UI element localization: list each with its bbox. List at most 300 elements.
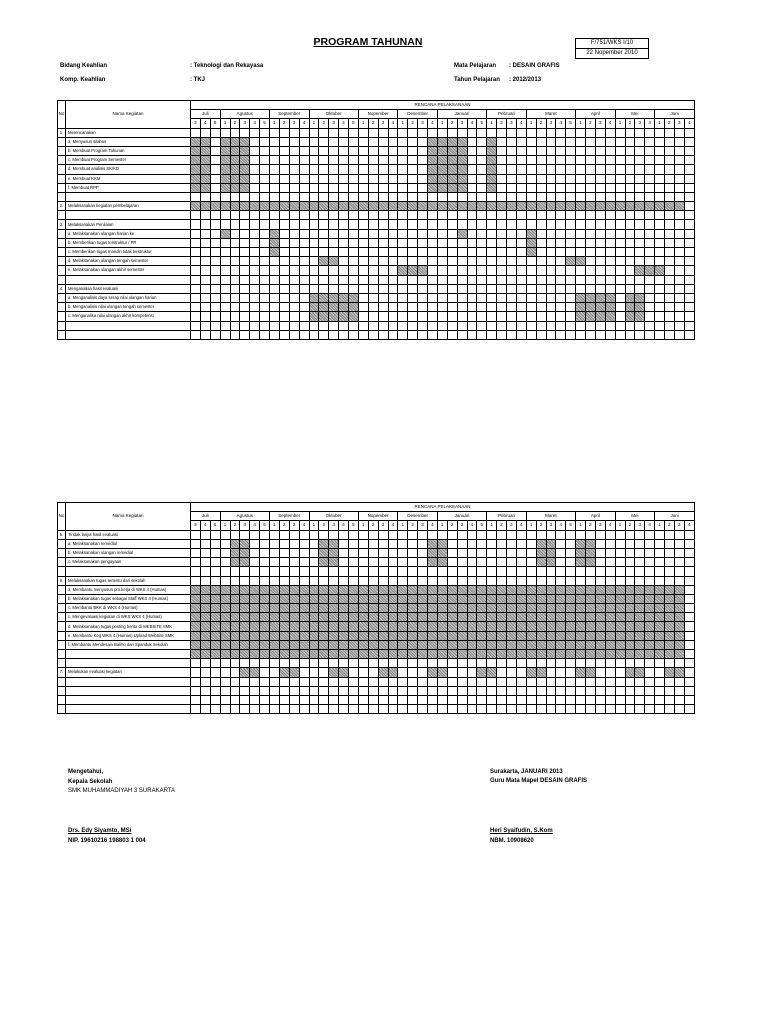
schedule-cell-filled: [270, 585, 280, 594]
schedule-cell-filled: [477, 585, 487, 594]
schedule-cell: [615, 293, 625, 302]
schedule-cell-filled: [358, 650, 368, 659]
schedule-cell: [408, 146, 418, 155]
schedule-cell: [526, 174, 536, 183]
activity-label: c. Membuat Program Semester: [66, 156, 191, 165]
schedule-cell-filled: [260, 640, 270, 649]
schedule-cell-filled: [299, 585, 309, 594]
schedule-cell: [526, 558, 536, 567]
schedule-cell-filled: [240, 146, 250, 155]
schedule-cell: [566, 293, 576, 302]
schedule-cell-filled: [586, 622, 596, 631]
schedule-cell: [684, 248, 694, 257]
schedule-cell: [655, 695, 665, 704]
week-header: 3: [507, 119, 517, 128]
schedule-cell: [329, 284, 339, 293]
schedule-cell-filled: [507, 585, 517, 594]
schedule-cell: [684, 220, 694, 229]
schedule-cell: [497, 321, 507, 330]
table-row: [58, 229, 695, 238]
schedule-cell: [388, 183, 398, 192]
schedule-cell-filled: [635, 622, 645, 631]
schedule-cell: [615, 266, 625, 275]
schedule-cell: [378, 183, 388, 192]
schedule-cell-filled: [250, 613, 260, 622]
schedule-cell: [289, 183, 299, 192]
schedule-cell: [240, 284, 250, 293]
schedule-cell-filled: [378, 668, 388, 677]
schedule-cell-filled: [447, 631, 457, 640]
schedule-cell-filled: [536, 631, 546, 640]
schedule-cell: [270, 165, 280, 174]
schedule-cell: [516, 312, 526, 321]
schedule-cell-filled: [398, 266, 408, 275]
schedule-cell: [240, 293, 250, 302]
activity-label: b. Membuat Program Tahunan: [66, 146, 191, 155]
schedule-cell-filled: [516, 202, 526, 211]
schedule-cell: [260, 677, 270, 686]
schedule-cell: [279, 293, 289, 302]
schedule-cell-filled: [507, 640, 517, 649]
schedule-cell: [349, 128, 359, 137]
schedule-cell: [615, 165, 625, 174]
schedule-cell: [437, 576, 447, 585]
schedule-cell: [625, 567, 635, 576]
schedule-cell-filled: [428, 650, 438, 659]
schedule-cell-filled: [457, 585, 467, 594]
schedule-cell-filled: [507, 594, 517, 603]
schedule-cell: [191, 321, 201, 330]
schedule-cell: [260, 548, 270, 557]
schedule-cell: [358, 576, 368, 585]
schedule-cell: [388, 211, 398, 220]
schedule-cell-filled: [615, 594, 625, 603]
schedule-cell: [408, 192, 418, 201]
schedule-cell: [487, 539, 497, 548]
activity-label: f. Membuat RPP: [66, 183, 191, 192]
schedule-cell-filled: [191, 165, 201, 174]
schedule-cell: [576, 146, 586, 155]
schedule-cell: [358, 284, 368, 293]
schedule-cell: [339, 257, 349, 266]
schedule-cell: [368, 137, 378, 146]
schedule-cell: [674, 211, 684, 220]
schedule-cell-filled: [398, 613, 408, 622]
schedule-cell: [665, 248, 675, 257]
schedule-cell: [546, 659, 556, 668]
schedule-cell: [418, 686, 428, 695]
schedule-cell: [428, 238, 438, 247]
row-number: [58, 585, 66, 594]
schedule-cell-filled: [487, 613, 497, 622]
schedule-cell: [279, 174, 289, 183]
schedule-cell: [428, 530, 438, 539]
schedule-cell: [516, 530, 526, 539]
schedule-cell: [645, 576, 655, 585]
schedule-cell: [615, 183, 625, 192]
schedule-cell: [418, 539, 428, 548]
schedule-cell: [349, 567, 359, 576]
schedule-cell-filled: [200, 631, 210, 640]
schedule-cell: [487, 248, 497, 257]
schedule-cell: [368, 686, 378, 695]
schedule-cell: [378, 659, 388, 668]
schedule-cell-filled: [635, 293, 645, 302]
schedule-cell: [250, 238, 260, 247]
schedule-cell-filled: [625, 604, 635, 613]
schedule-cell-filled: [270, 650, 280, 659]
schedule-cell: [378, 530, 388, 539]
schedule-cell: [388, 137, 398, 146]
week-header: 2: [536, 521, 546, 530]
schedule-cell: [368, 183, 378, 192]
schedule-cell: [230, 312, 240, 321]
activity-label: b. Menganalisis nilai ulangan tengah semester: [66, 303, 191, 312]
schedule-cell: [605, 548, 615, 557]
schedule-cell: [665, 183, 675, 192]
table-row: [58, 266, 695, 275]
schedule-cell: [665, 530, 675, 539]
schedule-cell: [230, 576, 240, 585]
activity-label: Melakukan evaluasi kegiatan: [66, 668, 191, 677]
week-header: 4: [556, 521, 566, 530]
schedule-cell: [299, 229, 309, 238]
schedule-cell: [457, 321, 467, 330]
schedule-cell: [674, 695, 684, 704]
schedule-cell-filled: [408, 650, 418, 659]
schedule-cell: [635, 229, 645, 238]
schedule-cell-filled: [240, 548, 250, 557]
schedule-cell: [595, 576, 605, 585]
schedule-cell: [447, 558, 457, 567]
month-header: Januari: [437, 110, 486, 119]
schedule-cell: [240, 677, 250, 686]
schedule-cell-filled: [388, 594, 398, 603]
schedule-cell: [319, 567, 329, 576]
schedule-cell: [536, 248, 546, 257]
schedule-cell: [200, 312, 210, 321]
activity-label: [66, 705, 191, 714]
schedule-cell: [358, 192, 368, 201]
schedule-cell: [595, 668, 605, 677]
schedule-cell-filled: [447, 202, 457, 211]
schedule-cell-filled: [566, 585, 576, 594]
schedule-cell: [625, 174, 635, 183]
schedule-cell-filled: [260, 622, 270, 631]
schedule-cell: [279, 303, 289, 312]
header-row: [58, 503, 695, 512]
schedule-cell: [516, 705, 526, 714]
schedule-cell: [299, 146, 309, 155]
schedule-cell-filled: [665, 640, 675, 649]
schedule-cell-filled: [437, 631, 447, 640]
schedule-cell: [230, 266, 240, 275]
schedule-cell-filled: [546, 640, 556, 649]
schedule-cell: [665, 128, 675, 137]
schedule-cell: [605, 238, 615, 247]
schedule-cell: [477, 530, 487, 539]
row-number: [58, 622, 66, 631]
schedule-cell: [388, 686, 398, 695]
schedule-cell: [398, 257, 408, 266]
schedule-cell: [250, 567, 260, 576]
week-header: 4: [428, 521, 438, 530]
schedule-cell: [507, 705, 517, 714]
schedule-cell-filled: [536, 622, 546, 631]
schedule-cell: [270, 330, 280, 339]
schedule-cell: [230, 275, 240, 284]
schedule-cell: [250, 539, 260, 548]
schedule-cell: [418, 220, 428, 229]
schedule-cell-filled: [595, 622, 605, 631]
schedule-cell-filled: [437, 558, 447, 567]
schedule-cell-filled: [576, 585, 586, 594]
week-header: 1: [220, 521, 230, 530]
schedule-cell: [260, 284, 270, 293]
schedule-cell-filled: [220, 631, 230, 640]
schedule-cell: [398, 539, 408, 548]
schedule-cell: [210, 576, 220, 585]
schedule-cell-filled: [665, 594, 675, 603]
month-header: Mei: [615, 110, 655, 119]
schedule-cell: [428, 293, 438, 302]
schedule-cell-filled: [339, 202, 349, 211]
schedule-cell: [556, 266, 566, 275]
schedule-cell-filled: [576, 668, 586, 677]
schedule-cell: [467, 530, 477, 539]
schedule-cell: [467, 303, 477, 312]
form-date: 22 Nopember 2010: [586, 50, 638, 56]
activity-label: b. Memberikan tugas terstruktur / PR: [66, 238, 191, 247]
schedule-cell: [191, 558, 201, 567]
schedule-cell: [684, 275, 694, 284]
schedule-cell: [457, 312, 467, 321]
schedule-cell: [655, 211, 665, 220]
schedule-cell: [398, 567, 408, 576]
schedule-cell-filled: [230, 137, 240, 146]
schedule-cell-filled: [329, 650, 339, 659]
schedule-cell: [339, 548, 349, 557]
schedule-cell-filled: [635, 303, 645, 312]
schedule-cell: [309, 330, 319, 339]
schedule-cell: [477, 174, 487, 183]
schedule-cell: [349, 238, 359, 247]
schedule-cell: [625, 220, 635, 229]
schedule-cell: [368, 220, 378, 229]
schedule-cell: [507, 229, 517, 238]
schedule-cell: [546, 174, 556, 183]
schedule-cell: [378, 548, 388, 557]
schedule-cell: [428, 330, 438, 339]
schedule-cell: [546, 303, 556, 312]
schedule-cell: [516, 146, 526, 155]
schedule-cell: [329, 220, 339, 229]
schedule-cell: [299, 548, 309, 557]
schedule-cell: [556, 668, 566, 677]
schedule-cell: [388, 321, 398, 330]
schedule-cell: [457, 238, 467, 247]
schedule-cell: [556, 284, 566, 293]
activity-label: c. Memberikan tugas mandiri tidak terstruktur: [66, 248, 191, 257]
schedule-cell: [516, 266, 526, 275]
schedule-cell: [546, 330, 556, 339]
schedule-cell: [418, 156, 428, 165]
activity-label: [66, 659, 191, 668]
schedule-cell-filled: [447, 137, 457, 146]
schedule-cell: [546, 705, 556, 714]
schedule-cell-filled: [428, 631, 438, 640]
schedule-cell: [200, 238, 210, 247]
schedule-cell-filled: [279, 631, 289, 640]
schedule-cell: [309, 275, 319, 284]
schedule-cell: [536, 659, 546, 668]
schedule-cell: [487, 293, 497, 302]
schedule-cell: [250, 321, 260, 330]
schedule-cell: [576, 275, 586, 284]
schedule-cell: [684, 293, 694, 302]
schedule-cell: [566, 659, 576, 668]
schedule-cell: [447, 192, 457, 201]
schedule-cell: [200, 548, 210, 557]
activity-label: c. Membantu BKK di WKS 4 (Humas): [66, 604, 191, 613]
schedule-cell: [665, 303, 675, 312]
schedule-cell-filled: [526, 622, 536, 631]
schedule-cell-filled: [497, 650, 507, 659]
schedule-cell: [309, 705, 319, 714]
schedule-cell-filled: [230, 594, 240, 603]
schedule-cell-filled: [586, 668, 596, 677]
schedule-cell-filled: [200, 165, 210, 174]
schedule-cell: [615, 705, 625, 714]
schedule-cell: [260, 192, 270, 201]
schedule-cell-filled: [349, 631, 359, 640]
schedule-cell: [586, 192, 596, 201]
row-number: [58, 594, 66, 603]
schedule-cell: [270, 539, 280, 548]
schedule-cell: [615, 567, 625, 576]
schedule-cell-filled: [428, 585, 438, 594]
schedule-cell: [319, 229, 329, 238]
schedule-cell-filled: [437, 604, 447, 613]
schedule-cell: [447, 248, 457, 257]
schedule-cell-filled: [605, 202, 615, 211]
schedule-cell-filled: [595, 604, 605, 613]
schedule-cell: [299, 321, 309, 330]
schedule-cell: [418, 238, 428, 247]
schedule-cell: [516, 165, 526, 174]
schedule-cell: [665, 146, 675, 155]
schedule-cell: [655, 146, 665, 155]
schedule-cell: [684, 613, 694, 622]
schedule-cell-filled: [289, 202, 299, 211]
table-row: [58, 558, 695, 567]
week-header: 4: [339, 119, 349, 128]
schedule-cell: [270, 548, 280, 557]
week-header: 1: [576, 521, 586, 530]
schedule-cell: [684, 558, 694, 567]
schedule-cell: [595, 677, 605, 686]
schedule-cell: [625, 165, 635, 174]
table-row: [58, 128, 695, 137]
schedule-cell: [635, 275, 645, 284]
schedule-cell: [388, 303, 398, 312]
schedule-cell: [467, 321, 477, 330]
schedule-cell-filled: [349, 604, 359, 613]
schedule-cell: [289, 156, 299, 165]
schedule-cell: [339, 558, 349, 567]
schedule-cell: [674, 677, 684, 686]
schedule-cell: [457, 530, 467, 539]
schedule-cell: [319, 174, 329, 183]
schedule-cell-filled: [546, 650, 556, 659]
schedule-cell: [684, 530, 694, 539]
schedule-cell-filled: [398, 622, 408, 631]
schedule-cell: [200, 576, 210, 585]
schedule-cell: [378, 695, 388, 704]
schedule-cell: [536, 567, 546, 576]
schedule-cell-filled: [191, 631, 201, 640]
week-header: 4: [428, 119, 438, 128]
week-header: 3: [635, 119, 645, 128]
schedule-cell-filled: [556, 631, 566, 640]
week-header: 4: [339, 521, 349, 530]
schedule-cell: [358, 183, 368, 192]
schedule-cell: [655, 257, 665, 266]
schedule-cell: [250, 558, 260, 567]
schedule-cell-filled: [240, 137, 250, 146]
schedule-cell: [358, 220, 368, 229]
schedule-cell: [220, 705, 230, 714]
schedule-cell: [507, 275, 517, 284]
schedule-cell-filled: [615, 640, 625, 649]
schedule-cell: [368, 530, 378, 539]
schedule-cell: [645, 220, 655, 229]
schedule-cell: [349, 558, 359, 567]
schedule-cell-filled: [358, 594, 368, 603]
schedule-cell: [497, 312, 507, 321]
schedule-cell-filled: [210, 604, 220, 613]
schedule-cell: [477, 659, 487, 668]
schedule-cell: [418, 576, 428, 585]
schedule-cell: [546, 165, 556, 174]
schedule-cell: [299, 705, 309, 714]
schedule-cell: [655, 192, 665, 201]
week-header: 3: [595, 119, 605, 128]
schedule-cell-filled: [319, 650, 329, 659]
schedule-cell-filled: [526, 248, 536, 257]
schedule-cell: [605, 174, 615, 183]
schedule-cell: [398, 146, 408, 155]
schedule-cell: [240, 695, 250, 704]
week-header: 1: [615, 521, 625, 530]
schedule-cell: [447, 284, 457, 293]
schedule-cell: [576, 248, 586, 257]
schedule-cell: [250, 312, 260, 321]
schedule-cell: [368, 128, 378, 137]
schedule-cell: [368, 668, 378, 677]
schedule-cell: [339, 530, 349, 539]
schedule-cell: [279, 567, 289, 576]
schedule-cell: [250, 659, 260, 668]
table-row: [58, 174, 695, 183]
row-number: [58, 229, 66, 238]
schedule-cell: [457, 330, 467, 339]
schedule-cell: [220, 312, 230, 321]
schedule-cell: [497, 548, 507, 557]
schedule-cell-filled: [595, 594, 605, 603]
schedule-cell: [349, 659, 359, 668]
schedule-cell: [349, 576, 359, 585]
